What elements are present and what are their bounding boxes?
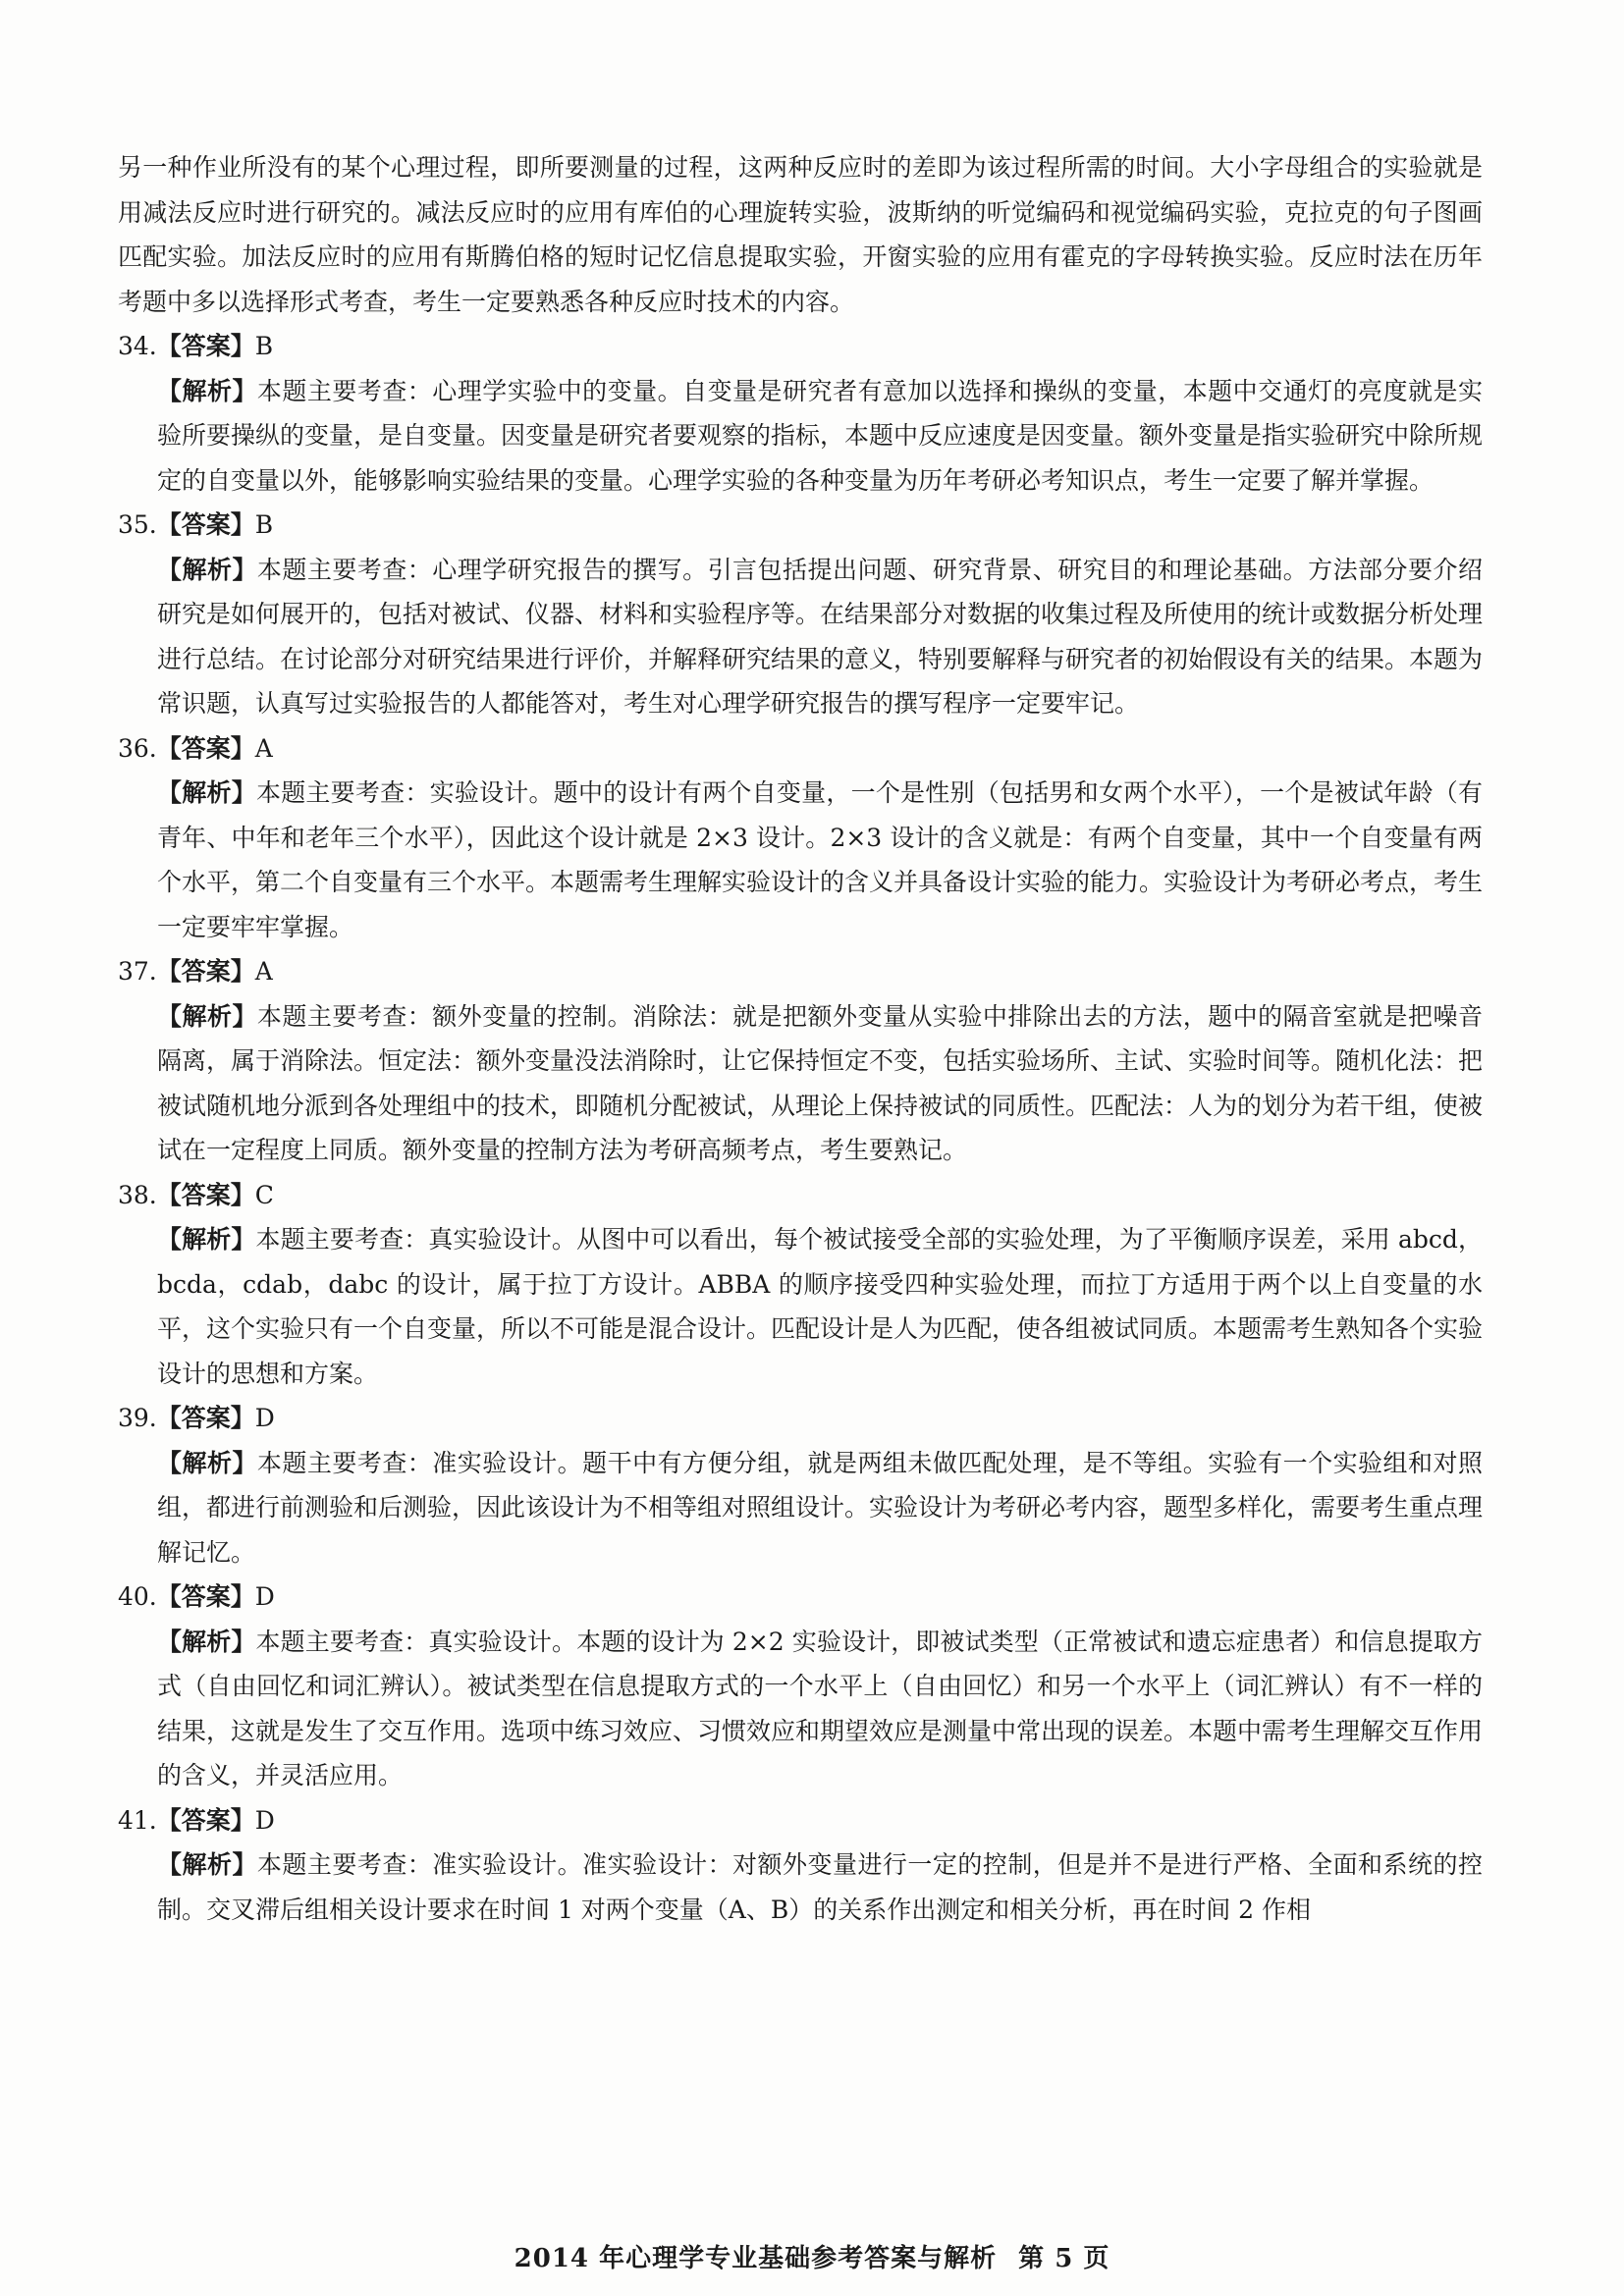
answer-line <box>118 1798 1483 1843</box>
analysis-paragraph <box>118 1842 1483 1932</box>
answer-label: 【答案】 <box>156 957 255 986</box>
answer-line <box>118 324 1483 369</box>
answer-label: 【答案】 <box>156 1180 255 1209</box>
question-number: 41. <box>118 1805 157 1835</box>
analysis-paragraph <box>118 994 1483 1173</box>
analysis-label: 【解析】 <box>157 555 257 584</box>
answer-item <box>118 1173 1483 1397</box>
answer-value: B <box>254 332 274 360</box>
analysis-text: 本题主要考查：准实验设计。准实验设计：对额外变量进行一定的控制，但是并不是进行严格、全面和系统的控制。交叉滞后组相关设计要求在时间 1 对两个变量（A、B）的关系作出测定和相关分析，再在时间 2 作相 <box>157 1850 1483 1924</box>
analysis-label: 【解析】 <box>157 1850 257 1879</box>
question-number: 34. <box>118 332 157 360</box>
answer-line <box>118 1575 1483 1620</box>
analysis-text: 本题主要考查：额外变量的控制。消除法：就是把额外变量从实验中排除出去的方法，题中的隔音室就是把噪音隔离，属于消除法。恒定法：额外变量没法消除时，让它保持恒定不变，包括实验场所、主试、实验时间等。随机化法：把被试随机地分派到各处理组中的技术，即随机分配被试，从理论上保持被试的同质性。匹配法：人为的划分为若干组，使被试在一定程度上同质。额外变量的控制方法为考研高频考点，考生要熟记。 <box>157 1001 1484 1164</box>
answer-value: D <box>254 1582 275 1611</box>
answer-value: D <box>254 1805 275 1835</box>
answer-value: D <box>254 1404 275 1432</box>
question-number: 36. <box>118 733 157 763</box>
intro-paragraph: 另一种作业所没有的某个心理过程，即所要测量的过程，这两种反应时的差即为该过程所需的时间。大小字母组合的实验就是用减法反应时进行研究的。减法反应时的应用有库伯的心理旋转实验，波斯纳的听觉编码和视觉编码实验，克拉克的句子图画匹配实验。加法反应时的应用有斯腾伯格的短时记忆信息提取实验，开窗实验的应用有霍克的字母转换实验。反应时法在历年考题中多以选择形式考查，考生一定要熟悉各种反应时技术的内容。 <box>118 153 1483 316</box>
question-number: 40. <box>118 1582 157 1611</box>
answer-line <box>118 503 1483 548</box>
answer-line <box>118 726 1483 772</box>
answer-line <box>118 949 1483 994</box>
analysis-paragraph <box>118 369 1483 504</box>
footer-title: 2014 年心理学专业基础参考答案与解析 <box>514 2244 998 2273</box>
question-number: 35. <box>118 510 157 539</box>
answer-value: A <box>254 957 273 986</box>
analysis-text: 本题主要考查：心理学实验中的变量。自变量是研究者有意加以选择和操纵的变量，本题中交通灯的亮度就是实验所要操纵的变量，是自变量。因变量是研究者要观察的指标，本题中反应速度是因变量。额外变量是指实验研究中除所规定的自变量以外，能够影响实验结果的变量。心理学实验的各种变量为历年考研必考知识点，考生一定要了解并掌握。 <box>157 376 1484 495</box>
analysis-label: 【解析】 <box>157 1001 257 1031</box>
answer-item <box>118 503 1483 726</box>
answer-label: 【答案】 <box>156 1805 255 1835</box>
answer-value: C <box>254 1180 274 1209</box>
question-number: 37. <box>118 957 157 986</box>
answer-item <box>118 726 1483 950</box>
answer-items <box>118 324 1483 1932</box>
answer-item <box>118 1396 1483 1575</box>
analysis-paragraph <box>118 1620 1483 1798</box>
answer-label: 【答案】 <box>156 1404 255 1432</box>
analysis-paragraph <box>118 548 1483 726</box>
answer-line <box>118 1173 1483 1218</box>
question-number: 38. <box>118 1180 157 1209</box>
question-number: 39. <box>118 1404 157 1432</box>
analysis-text: 本题主要考查：真实验设计。本题的设计为 2×2 实验设计，即被试类型（正常被试和遗忘症患者）和信息提取方式（自由回忆和词汇辨认）。被试类型在信息提取方式的一个水平上（自由回忆）和另一个水平上（词汇辨认）有不一样的结果，这就是发生了交互作用。选项中练习效应、习惯效应和期望效应是测量中常出现的误差。本题中需考生理解交互作用的含义，并灵活应用。 <box>157 1627 1484 1789</box>
page-content <box>118 145 1483 1932</box>
analysis-label: 【解析】 <box>157 1627 256 1656</box>
answer-label: 【答案】 <box>156 1582 255 1611</box>
page-footer <box>0 2238 1624 2274</box>
footer-page-number: 第 5 页 <box>1018 2244 1110 2273</box>
analysis-label: 【解析】 <box>157 778 256 807</box>
answer-label: 【答案】 <box>156 510 255 539</box>
answer-item <box>118 1798 1483 1933</box>
answer-item <box>118 1575 1483 1798</box>
analysis-text: 本题主要考查：准实验设计。题干中有方便分组，就是两组未做匹配处理，是不等组。实验有一个实验组和对照组，都进行前测验和后测验，因此该设计为不相等组对照组设计。实验设计为考研必考内容，题型多样化，需要考生重点理解记忆。 <box>157 1448 1484 1567</box>
analysis-paragraph <box>118 1217 1483 1396</box>
answer-value: B <box>254 510 274 539</box>
analysis-paragraph <box>118 1441 1483 1575</box>
analysis-paragraph <box>118 771 1483 949</box>
answer-label: 【答案】 <box>156 332 255 360</box>
analysis-label: 【解析】 <box>157 1448 257 1477</box>
answer-label: 【答案】 <box>156 733 255 763</box>
analysis-text: 本题主要考查：真实验设计。从图中可以看出，每个被试接受全部的实验处理，为了平衡顺序误差，采用 abcd，bcda，cdab，dabc 的设计，属于拉丁方设计。ABBA 的顺序接受四种实验处理，而拉丁方适用于两个以上自变量的水平，这个实验只有一个自变量，所以不可能是混合设计。匹配设计是人为匹配，使各组被试同质。本题需考生熟知各个实验设计的思想和方案。 <box>157 1225 1484 1388</box>
analysis-text: 本题主要考查：实验设计。题中的设计有两个自变量，一个是性别（包括男和女两个水平），一个是被试年龄（有青年、中年和老年三个水平），因此这个设计就是 2×3 设计。2×3 设计的含义就是：有两个自变量，其中一个自变量有两个水平，第二个自变量有三个水平。本题需考生理解实验设计的含义并具备设计实验的能力。实验设计为考研必考点，考生一定要牢牢掌握。 <box>157 778 1484 941</box>
answer-item <box>118 949 1483 1173</box>
answer-item <box>118 324 1483 503</box>
answer-line <box>118 1396 1483 1441</box>
answer-value: A <box>254 733 273 763</box>
analysis-label: 【解析】 <box>157 376 257 405</box>
analysis-text: 本题主要考查：心理学研究报告的撰写。引言包括提出问题、研究背景、研究目的和理论基础。方法部分要介绍研究是如何展开的，包括对被试、仪器、材料和实验程序等。在结果部分对数据的收集过程及所使用的统计或数据分析处理进行总结。在讨论部分对研究结果进行评价，并解释研究结果的意义，特别要解释与研究者的初始假设有关的结果。本题为常识题，认真写过实验报告的人都能答对，考生对心理学研究报告的撰写程序一定要牢记。 <box>157 555 1484 718</box>
analysis-label: 【解析】 <box>157 1225 256 1254</box>
